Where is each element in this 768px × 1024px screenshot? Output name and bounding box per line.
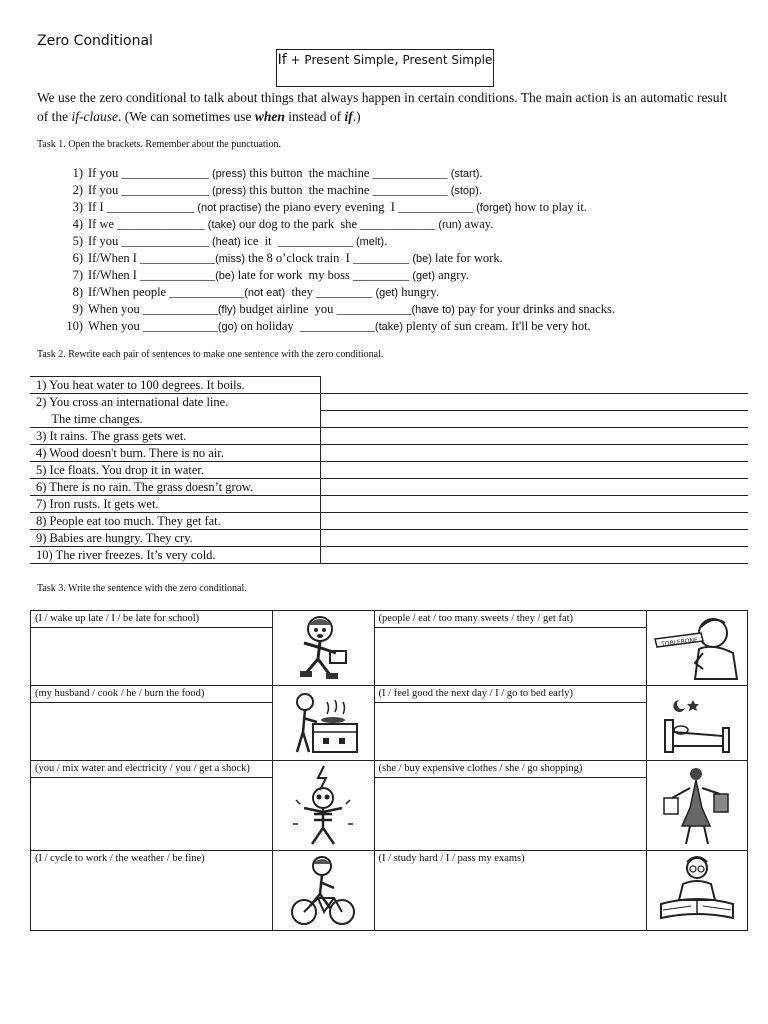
task1-item-text: this button the machine ____________ xyxy=(246,183,451,197)
task1-item xyxy=(58,250,615,267)
task3-prompt-8: (I / study hard / I / pass my exams) xyxy=(378,853,525,864)
task1-item-hint: (press) xyxy=(211,185,247,197)
task2-sentence: 6) There is no rain. The grass doesn’t grow. xyxy=(30,479,321,496)
task3-cell-4[interactable] xyxy=(374,686,646,761)
task1-item-number: 3) xyxy=(72,200,83,214)
task1-item-hint: (miss) xyxy=(215,253,245,265)
bed-icon xyxy=(657,690,737,756)
task1-item-text: If/When people ____________ xyxy=(88,285,245,299)
task3-prompt-4: (I / feel good the next day / I / go to bed early) xyxy=(375,686,646,703)
formula-comma: , xyxy=(394,52,399,68)
task2-sentence: 4) Wood doesn't burn. There is no air. xyxy=(30,445,321,462)
task3-cell-2[interactable] xyxy=(374,611,646,686)
task1-item xyxy=(58,318,615,335)
task1-item-hint: (be) xyxy=(412,253,432,265)
toblerone-label: TOBLERONE xyxy=(660,636,699,649)
task1-item-hint: (melt) xyxy=(355,236,385,248)
task2-row xyxy=(30,377,748,394)
task1-item-number: 5) xyxy=(72,234,83,248)
intro-text-4: .) xyxy=(352,109,361,124)
task1-item-hint: (run) xyxy=(438,219,462,231)
task2-row xyxy=(30,547,748,564)
task1-item-text: on holiday ____________ xyxy=(237,319,375,333)
task1-item-text: If you ______________ xyxy=(88,234,212,248)
formula-present-simple-1: + Present Simple xyxy=(290,53,395,67)
task2-table xyxy=(30,376,748,564)
task1-item-text: this button the machine ____________ xyxy=(246,166,451,180)
task2-answer-field[interactable] xyxy=(321,445,749,462)
task2-row xyxy=(30,411,748,428)
task1-item-text: . xyxy=(384,234,388,248)
task3-prompt-5: (you / mix water and electricity / you / get a shock) xyxy=(31,761,272,778)
task2-answer-field[interactable] xyxy=(321,411,749,428)
task3-cell-1[interactable] xyxy=(31,611,273,686)
task1-item-text: When you ____________ xyxy=(88,302,218,316)
task1-item-text: If/When I ____________ xyxy=(88,251,216,265)
cyclist-icon xyxy=(288,854,358,928)
task1-item-text: late for work my boss _________ xyxy=(234,268,413,282)
task1-item-hint: (get) xyxy=(412,270,436,282)
intro-if: if xyxy=(344,109,353,124)
task1-item-text: If I ______________ xyxy=(88,200,198,214)
picture-shopping xyxy=(646,761,747,851)
intro-if-clause: if-clause xyxy=(71,109,118,124)
task1-item-text: If you ______________ xyxy=(88,166,212,180)
task2-row xyxy=(30,513,748,530)
task1-item xyxy=(58,301,615,318)
task1-item-text: When you ____________ xyxy=(88,319,218,333)
task2-row xyxy=(30,445,748,462)
shopping-woman-icon xyxy=(660,764,734,848)
task1-item-text: our dog to the park she ____________ xyxy=(235,217,439,231)
task2-row xyxy=(30,394,748,411)
task1-item-number: 9) xyxy=(72,302,83,316)
task2-sentence: 10) The river freezes. It’s very cold. xyxy=(30,547,321,564)
task1-list xyxy=(58,165,615,335)
task3-prompt-6: (she / buy expensive clothes / she / go shopping) xyxy=(375,761,646,778)
task1-item-text: If/When I ____________ xyxy=(88,268,216,282)
electric-shock-icon xyxy=(290,764,356,848)
task3-cell-3[interactable] xyxy=(31,686,273,761)
task1-item-text: If you ______________ xyxy=(88,183,212,197)
task2-sentence: 8) People eat too much. They get fat. xyxy=(30,513,321,530)
worksheet-title: Zero Conditional xyxy=(37,33,153,49)
task1-item xyxy=(58,267,615,284)
task3-cell-6[interactable] xyxy=(374,761,646,851)
task1-item-hint: (take) xyxy=(207,219,236,231)
task2-answer-field[interactable] xyxy=(321,462,749,479)
task1-item-hint: (not eat) xyxy=(244,287,286,299)
task2-answer-field[interactable] xyxy=(321,496,749,513)
task1-item-number: 10) xyxy=(66,319,83,333)
task1-item-hint: (start) xyxy=(450,168,480,180)
task1-title: Task 1. Open the brackets. Remember about the punctuation. xyxy=(37,139,281,150)
task1-item xyxy=(58,216,615,233)
task1-item-number: 1) xyxy=(72,166,83,180)
task2-row xyxy=(30,496,748,513)
task1-item-hint: (be) xyxy=(215,270,235,282)
task1-item-hint: (press) xyxy=(211,168,247,180)
task3-table xyxy=(30,610,748,931)
task1-item xyxy=(58,284,615,301)
picture-cooking xyxy=(273,686,374,761)
task1-item-text: angry. xyxy=(435,268,469,282)
studying-icon xyxy=(657,854,737,928)
task2-answer-field[interactable] xyxy=(321,377,749,394)
task1-item-hint: (take) xyxy=(374,321,404,333)
task2-answer-field[interactable] xyxy=(321,530,749,547)
task2-answer-field[interactable] xyxy=(321,479,749,496)
task1-item xyxy=(58,233,615,250)
task1-item-number: 2) xyxy=(72,183,83,197)
task1-item-hint: (heat) xyxy=(211,236,241,248)
task1-item-hint: (get) xyxy=(375,287,399,299)
burning-food-icon xyxy=(283,688,363,758)
task1-item-text: the 8 o’clock train I _________ xyxy=(245,251,413,265)
eating-sweets-icon xyxy=(651,613,743,683)
task2-row xyxy=(30,462,748,479)
task1-item-text: If we ______________ xyxy=(88,217,208,231)
task1-item-text: how to play it. xyxy=(511,200,587,214)
task2-sentence: The time changes. xyxy=(30,411,321,428)
task1-item-text: ice it ____________ xyxy=(240,234,356,248)
task3-prompt-1: (I / wake up late / I / be late for school) xyxy=(31,611,272,628)
task2-answer-field[interactable] xyxy=(321,547,749,564)
task1-item xyxy=(58,182,615,199)
picture-bed xyxy=(646,686,747,761)
task1-item-hint: (stop) xyxy=(450,185,479,197)
task1-item-text: late for work. xyxy=(431,251,503,265)
task1-item-text: . xyxy=(479,166,483,180)
task1-item xyxy=(58,165,615,182)
task1-item-text: pay for your drinks and snacks. xyxy=(454,302,615,316)
task2-sentence: 9) Babies are hungry. They cry. xyxy=(30,530,321,547)
task1-item-hint: (fly) xyxy=(217,304,237,316)
task1-item-hint: (forget) xyxy=(476,202,512,214)
intro-text-2: . (We can sometimes use xyxy=(118,109,255,124)
task2-answer-field[interactable] xyxy=(321,428,749,445)
task2-row xyxy=(30,479,748,496)
picture-studying xyxy=(646,851,747,931)
task3-prompt-7: (I / cycle to work / the weather / be fine) xyxy=(35,853,205,864)
picture-shock xyxy=(273,761,374,851)
task2-sentence: 3) It rains. The grass gets wet. xyxy=(30,428,321,445)
intro-text-1: We use the zero conditional to talk about things that always happen in certain conditions. The main action is an automatic result of the xyxy=(37,90,727,124)
intro-when: when xyxy=(254,109,285,124)
task1-item-hint: (go) xyxy=(217,321,238,333)
task2-answer-field[interactable] xyxy=(321,513,749,530)
task1-item-number: 7) xyxy=(72,268,83,282)
task3-prompt-2: (people / eat / too many sweets / they / get fat) xyxy=(375,611,646,628)
task2-title: Task 2. Rewrite each pair of sentences to make one sentence with the zero conditional. xyxy=(37,349,384,360)
task3-prompt-3: (my husband / cook / he / burn the food) xyxy=(31,686,272,703)
task3-cell-7[interactable] xyxy=(31,851,273,931)
task3-cell-8[interactable] xyxy=(374,851,646,931)
task2-answer-field[interactable] xyxy=(321,394,749,411)
picture-cyclist xyxy=(273,851,374,931)
picture-sweets-man xyxy=(646,611,747,686)
task1-item-text: . xyxy=(478,183,482,197)
formula-if: If xyxy=(277,52,287,68)
task1-item-text: away. xyxy=(461,217,494,231)
task1-item-hint: (have to) xyxy=(411,304,455,316)
formula-present-simple-2: Present Simple xyxy=(402,53,493,67)
task1-item xyxy=(58,199,615,216)
intro-text-3: instead of xyxy=(284,109,345,124)
late-boy-icon xyxy=(290,613,356,683)
picture-late-boy xyxy=(273,611,374,686)
task1-item-text: the piano every evening I ____________ xyxy=(261,200,477,214)
task1-item-number: 6) xyxy=(72,251,83,265)
task1-item-text: hungry. xyxy=(398,285,439,299)
task1-item-text: they _________ xyxy=(285,285,376,299)
task3-cell-5[interactable] xyxy=(31,761,273,851)
task1-item-number: 4) xyxy=(72,217,83,231)
formula-box xyxy=(276,49,494,87)
task2-sentence: 1) You heat water to 100 degrees. It boils. xyxy=(30,377,321,394)
task2-row xyxy=(30,428,748,445)
task3-title: Task 3. Write the sentence with the zero conditional. xyxy=(37,583,247,594)
task2-row xyxy=(30,530,748,547)
intro-paragraph xyxy=(37,88,737,126)
task1-item-text: plenty of sun cream. It'll be very hot. xyxy=(403,319,591,333)
task1-item-number: 8) xyxy=(72,285,83,299)
task1-item-text: budget airline you ____________ xyxy=(236,302,412,316)
task2-sentence: 5) Ice floats. You drop it in water. xyxy=(30,462,321,479)
task2-sentence: 7) Iron rusts. It gets wet. xyxy=(30,496,321,513)
task2-sentence: 2) You cross an international date line. xyxy=(30,394,321,411)
task1-item-hint: (not practise) xyxy=(197,202,262,214)
